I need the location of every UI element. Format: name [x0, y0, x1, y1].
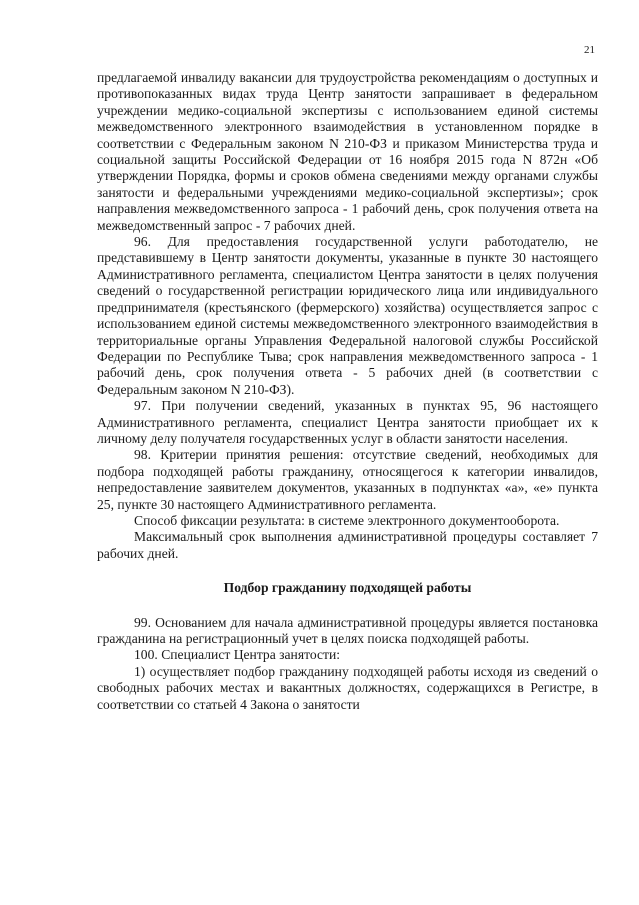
paragraph-98: 98. Критерии принятия решения: отсутствие сведений, необходимых для подбора подходящей работы гражданину, относящегося к категории инвалидов, непредоставление заявителем документов, указанных в подпунктах «а», «е» пункта 25, пункте 30 настоящего Административного регламента.: [97, 447, 598, 512]
paragraph-100: 100. Специалист Центра занятости:: [134, 647, 341, 663]
paragraph-fixation-method: Способ фиксации результата: в системе электронного документооборота.: [134, 512, 560, 528]
paragraph-99: 99. Основанием для начала административной процедуры является постановка гражданина на регистрационный учет в целях поиска подходящей работы.: [97, 614, 598, 646]
page-number: 21: [584, 44, 595, 56]
paragraph-97: 97. При получении сведений, указанных в пунктах 95, 96 настоящего Административного регламента, специалист Центра занятости приобщает их к личному делу получателя государственных услуг в области занятости населения.: [97, 398, 598, 446]
paragraph-100-item-1: 1) осуществляет подбор гражданину подходящей работы исходя из сведений о свободных рабочих местах и вакантных должностях, содержащихся в Регистре, в соответствии со статьей 4 Закона о занятости: [97, 663, 598, 712]
paragraph-96: 96. Для предоставления государственной услуги работодателю, не представившему в Центр занятости документы, указанные в пункте 30 настоящего Административного регламента, специалистом Центра занятости в целях получения сведений о государственной регистрации юридического лица или индивидуального предпринимателя (крестьянского (фермерского) хозяйства) осуществляется запрос с использованием единой системы межведомственного электронного взаимодействия в территориальные органы Управления Федеральной налоговой службы Российской Федерации по Республике Тыва; срок направления межведомственного запроса - 1 рабочий день, срок получения ответа - 5 рабочих дней (в соответствии с Федеральным законом N 210-ФЗ).: [97, 234, 598, 397]
section-heading: Подбор гражданину подходящей работы: [223, 580, 472, 596]
page-body: [97, 70, 598, 713]
paragraph-max-duration: Максимальный срок выполнения административной процедуры составляет 7 рабочих дней.: [97, 529, 598, 561]
paragraph-95-continuation: предлагаемой инвалиду вакансии для трудоустройства рекомендациям о доступных и противопоказанных видах труда Центр занятости запрашивает в федеральном учреждении медико-социальной экспертизы с использованием единой системы межведомственного электронного взаимодействия в установленном порядке в соответствии с Федеральным законом N 210-ФЗ и приказом Министерства труда и социальной защиты Российской Федерации от 16 ноября 2015 года N 872н «Об утверждении Порядка, формы и сроков обмена сведениями между органами службы занятости и федеральными учреждениями медико-социальной экспертизы»; срок направления межведомственного запроса - 1 рабочий день, срок получения ответа на межведомственный запрос - 7 рабочих дней.: [97, 70, 598, 233]
